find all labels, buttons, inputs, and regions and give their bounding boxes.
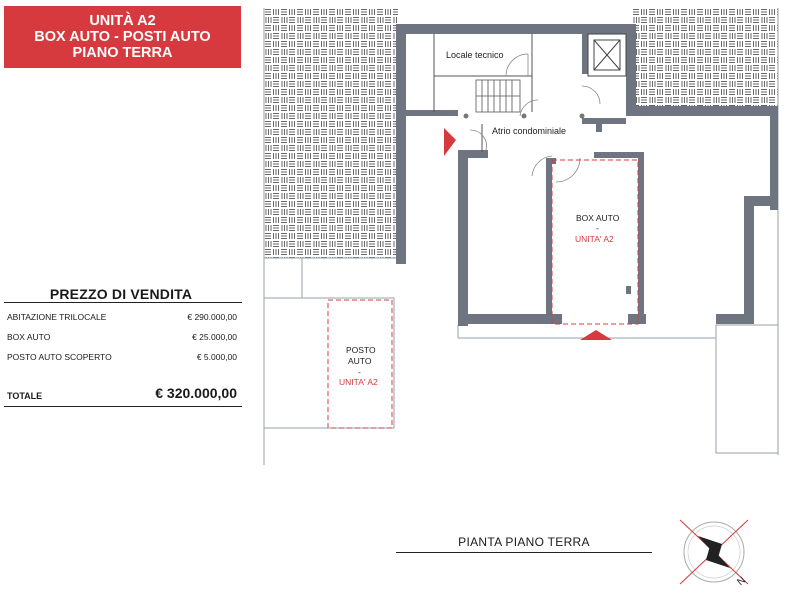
price-row-value: € 5.000,00 [196,352,237,362]
price-row-label: BOX AUTO [7,332,51,342]
room-label-locale-tecnico: Locale tecnico [446,50,504,60]
posto-auto-label: POSTO [346,345,376,355]
unit-title: UNITÀ A2 [89,13,156,29]
paving-area-right [632,8,778,106]
stairs [476,80,520,112]
plan-caption-rule [396,552,652,553]
entrance-arrow-icon [444,128,456,156]
elevator-icon [588,34,626,76]
posto-auto-label-2: AUTO [348,356,372,366]
compass-icon [680,520,748,584]
price-title: PREZZO DI VENDITA [49,286,193,302]
box-auto-unit: UNITA' A2 [575,234,614,244]
room-label-atrio: Atrio condominiale [492,126,567,136]
box-auto-dash: - [596,223,599,233]
unit-floor: PIANO TERRA [72,45,173,61]
price-row-label: ABITAZIONE TRILOCALE [7,312,107,322]
box-auto-label: BOX AUTO [576,213,620,223]
plan-caption: PIANTA PIANO TERRA [458,535,590,549]
compass-north-label: N [735,574,748,589]
price-row-value: € 290.000,00 [187,312,237,322]
paving-area-left [264,8,398,258]
posto-auto-unit: UNITA' A2 [339,377,378,387]
unit-subtitle: BOX AUTO - POSTI AUTO [34,29,211,45]
price-total-value: € 320.000,00 [155,385,237,401]
price-total-label: TOTALE [7,391,43,401]
price-row-value: € 25.000,00 [192,332,237,342]
garage-entrance-arrow-icon [580,330,612,340]
price-row-label: POSTO AUTO SCOPERTO [7,352,112,362]
posto-auto-dash: - [358,367,361,377]
